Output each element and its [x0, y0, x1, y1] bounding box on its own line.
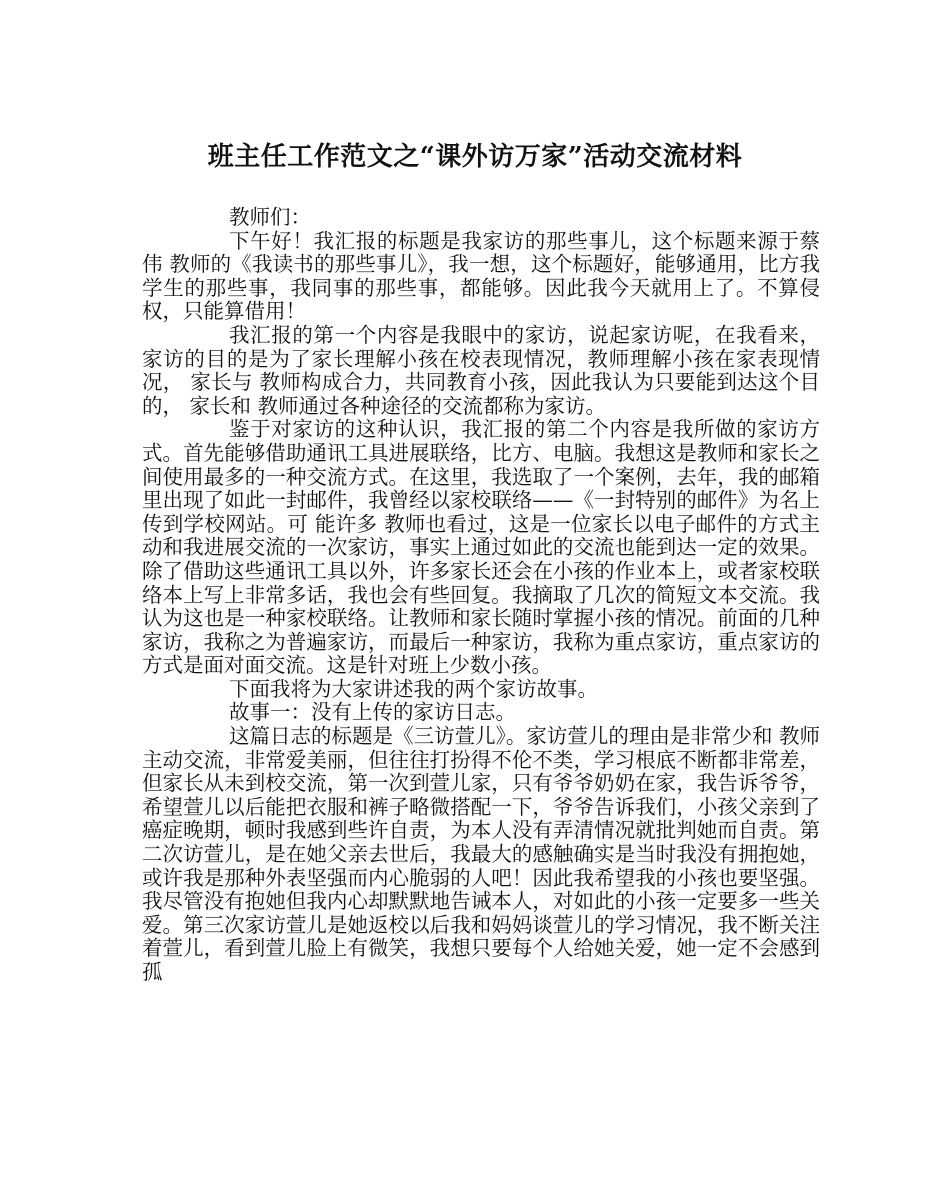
paragraph-story-one-heading: 故事一：没有上传的家访日志。 — [229, 700, 516, 725]
paragraph-second-topic: 鉴于对家访的这种认识，我汇报的第二个内容是我所做的家访方式。首先能够借助通讯工具进展联络，比方、电脑。我想这是教师和家长之间使用最多的一种交流方式。在这里，我选取了一个案例，去年，我的邮箱里出现了如此一封邮件，我曾经以家校联络——《一封特别的邮件》为名上传到学校网站。可 能许多 教师也看过，这是一位家长以电子邮件的方式主动和我进展交流的一次家访，事实上通过如此的交流也能到达一定的效果。除了借助这些通讯工具以外，许多家长还会在小孩的作业本上，或者家校联络本上写上非常多话，我也会有些回复。我摘取了几次的简短文本交流。我认为这也是一种家校联络。让教师和家长随时掌握小孩的情况。前面的几种家访，我称之为普遍家访，而最后一种家访，我称为重点家访，重点家访的方式是面对面交流。这是针对班上少数小孩。 — [142, 417, 820, 678]
salutation: 教师们： — [229, 205, 311, 229]
document-body — [142, 206, 820, 985]
paragraph-first-topic: 我汇报的第一个内容是我眼中的家访，说起家访呢，在我看来，家访的目的是为了家长理解小孩在校表现情况，教师理解小孩在家表现情况， 家长与 教师构成合力，共同教育小孩，因此我认为只要能到达这个目的， 家长和 教师通过各种途径的交流都称为家访。 — [142, 322, 820, 418]
paragraph-story-one: 这篇日志的标题是《三访萱儿》。家访萱儿的理由是非常少和 教师主动交流，非常爱美丽，但往往打扮得不伦不类，学习根底不断都非常差，但家长从未到校交流，第一次到萱儿家，只有爷爷奶奶在家，我告诉爷爷，希望萱儿以后能把衣服和裤子略微搭配一下，爷爷告诉我们，小孩父亲到了癌症晚期，顿时我感到些许自责，为本人没有弄清情况就批判她而自责。第二次访萱儿，是在她父亲去世后，我最大的感触确实是当时我没有拥抱她，或许我是那种外表坚强而内心脆弱的人吧！因此我希望我的小孩也要坚强。我尽管没有抱她但我内心却默默地告诫本人，对如此的小孩一定要多一些关爱。第三次家访萱儿是她返校以后我和妈妈谈萱儿的学习情况，我不断关注着萱儿，看到萱儿脸上有微笑，我想只要每个人给她关爱，她一定不会感到孤 — [142, 724, 820, 984]
paragraph-greeting: 下午好！我汇报的标题是我家访的那些事儿，这个标题来源于蔡伟 教师的《我读书的那些事儿》，我一想，这个标题好，能够通用，比方我学生的那些事，我同事的那些事，都能够。因此我今天就用上了。不算侵权，只能算借用！ — [142, 228, 820, 324]
document-title: 班主任工作范文之“课外访万家”活动交流材料 — [207, 142, 743, 172]
paragraph-stories-intro: 下面我将为大家讲述我的两个家访故事。 — [229, 676, 598, 701]
